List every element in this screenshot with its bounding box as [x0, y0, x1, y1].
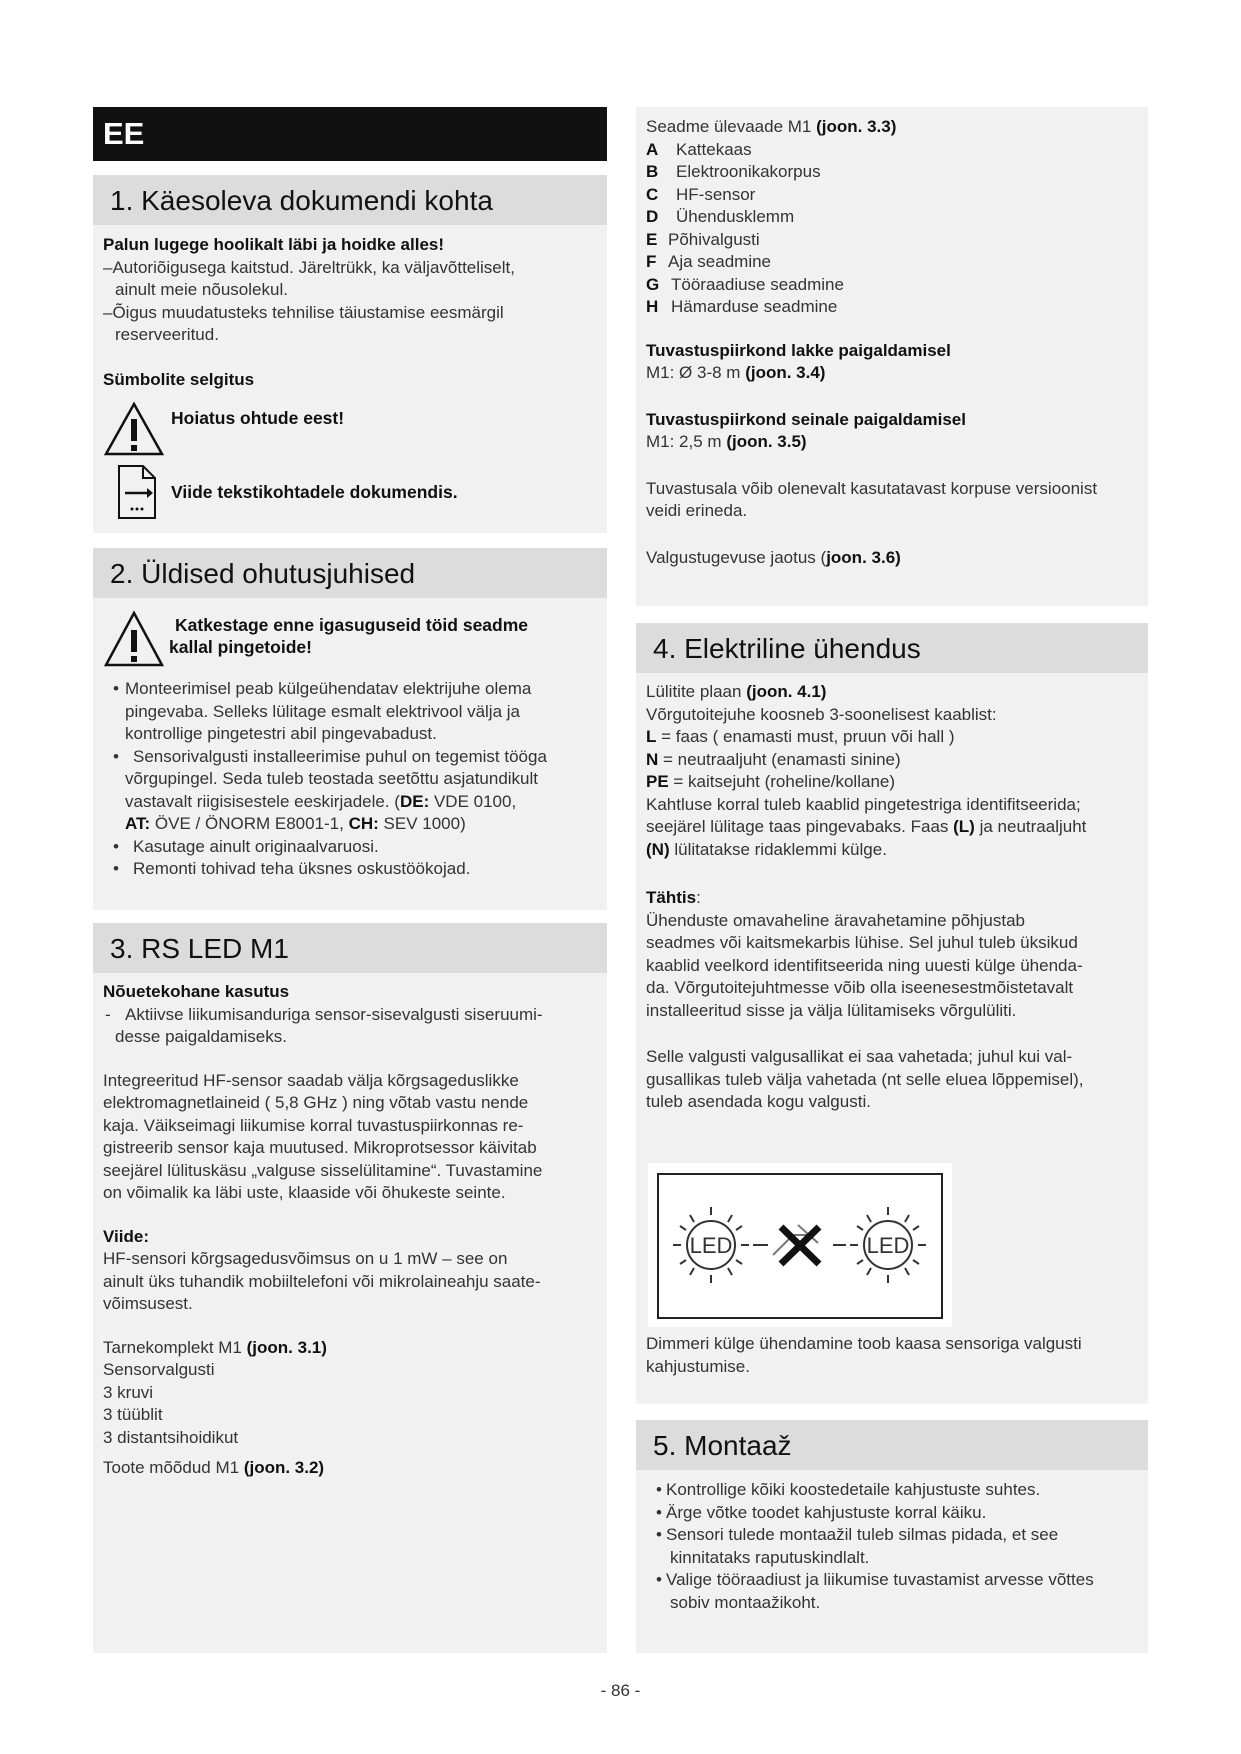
wire-pe [646, 771, 1138, 794]
wire-code: PE [646, 772, 669, 791]
usage-heading: Nõuetekohane kasutus [103, 982, 290, 1001]
text: Lülitite plaan [646, 682, 747, 701]
lamp-text: gusallikas tuleb välja vahetada (nt selle eluea lõppemisel), [646, 1069, 1084, 1089]
part-item [646, 184, 1138, 207]
section-2-title: 2. Üldised ohutusjuhised [93, 548, 607, 598]
parts-list [646, 139, 1138, 319]
doubt-text [646, 816, 1138, 839]
symbols-heading: Sümbolite selgitus [103, 369, 255, 389]
no-dimmer-figure [648, 1163, 952, 1327]
wire-l [646, 726, 1138, 749]
wire-code: (N) [646, 839, 670, 859]
important-text: seadmes või kaitsmekarbis lühise. Sel juhul tuleb üksikud [646, 933, 1078, 952]
language-tag: EE [93, 107, 607, 161]
section-5-title: 5. Montaaž [636, 1420, 1148, 1470]
safety-bullet-cont: võrgupingel. Seda tuleb teostada seetõttu asjatundikult [125, 769, 539, 788]
important-text: da. Võrgutoitejuhtmesse võib olla iseenesestmõistetavalt [646, 978, 1074, 997]
part-letter: C [646, 184, 659, 204]
section-3-title: 3. RS LED M1 [93, 923, 607, 973]
safety-bullet-cont [103, 791, 597, 814]
important-text: kaablid veelkord identifitseerida ning uuesti külge ühenda- [646, 955, 1083, 975]
light-distribution [646, 547, 1138, 570]
section-5 [636, 1420, 1148, 1653]
part-name: Aja seadmine [668, 252, 772, 271]
wall-heading: Tuvastuspiirkond seinale paigaldamisel [646, 409, 966, 429]
lamp-text: Selle valgusti valgusallikat ei saa vahetada; juhul kui val- [646, 1047, 1073, 1066]
part-name: HF-sensor [676, 184, 756, 204]
figure-reference: (joon. 3.5) [726, 432, 807, 451]
text: lülitatakse ridaklemmi külge. [669, 839, 887, 859]
rights-line-cont: reserveeritud. [115, 325, 219, 344]
power-warning-line1: Katkestage enne igasuguseid töid seadme [175, 615, 529, 635]
dimmer-text: Dimmeri külge ühendamine toob kaasa sensoriga valgusti [646, 1334, 1082, 1353]
mounting-bullet-cont: sobiv montaažikoht. [670, 1592, 821, 1612]
part-name: Hämarduse seadmine [671, 297, 838, 316]
note-text: võimsusest. [103, 1294, 193, 1313]
text: ja neutraaljuht [974, 817, 1087, 836]
mounting-bullet: • Ärge võtke toodet kahjustuste korral käiku. [646, 1502, 1138, 1525]
text: = neutraaljuht (enamasti sinine) [658, 749, 901, 769]
mounting-bullet: • Sensori tulede montaažil tuleb silmas pidada, et see [646, 1524, 1138, 1547]
wire-code: N [646, 749, 659, 769]
part-letter: H [646, 297, 659, 316]
delivery-item: 3 tüüblit [103, 1405, 163, 1424]
part-item [646, 251, 1138, 274]
rights-line: –Õigus muudatusteks tehnilise täiustamise eesmärgil [103, 302, 504, 322]
dimmer-caption [646, 1333, 1141, 1378]
part-letter: E [646, 229, 658, 249]
part-item [646, 161, 1138, 184]
part-name: Põhivalgusti [668, 229, 760, 249]
delivery-heading [103, 1337, 597, 1360]
cable-description: Võrgutoitejuhe koosneb 3-soonelisest kaablist: [646, 704, 997, 724]
read-note: Palun lugege hoolikalt läbi ja hoidke alles! [103, 235, 445, 254]
part-name: Ühendusklemm [676, 207, 795, 226]
warning-icon [103, 401, 165, 457]
text: SEV 1000) [378, 814, 466, 833]
sensor-description: elektromagnetlaineid ( 5,8 GHz ) ning võtab vastu nende [103, 1093, 529, 1112]
section-3-continued [636, 107, 1148, 606]
figure-reference: joon. 3.6) [826, 547, 901, 567]
warning-symbol-row [103, 401, 597, 457]
important-heading [646, 887, 1138, 910]
sensor-description: gistreerib sensor kaja muutused. Mikroprotsessor käivitab [103, 1138, 537, 1157]
section-2 [93, 548, 607, 910]
wire-code: (L) [953, 817, 975, 836]
reference-symbol-row [103, 463, 597, 521]
text: Tarnekomplekt M1 [103, 1337, 247, 1357]
country-code: AT: [125, 814, 151, 833]
section-1 [93, 175, 607, 533]
text: = faas ( enamasti must, pruun või hall ) [656, 727, 955, 746]
country-code: CH: [348, 814, 379, 833]
dimensions-line [103, 1457, 597, 1480]
sensor-description: Integreeritud HF-sensor saadab välja kõrgsageduslikke [103, 1070, 519, 1090]
part-letter: F [646, 252, 657, 271]
power-warning-line2: kallal pingetoide! [169, 637, 312, 657]
led-left-label: LED [689, 1233, 733, 1258]
note-text: ainult üks tuhandik mobiiltelefoni või mikrolaineahju saate- [103, 1271, 541, 1291]
delivery-item: 3 distantsihoidikut [103, 1427, 239, 1447]
part-name: Kattekaas [676, 139, 752, 159]
delivery-item: 3 kruvi [103, 1382, 154, 1402]
area-note: Tuvastusala võib olenevalt kasutatavast korpuse versioonist [646, 478, 1098, 498]
sensor-description: kaja. Väikseimagi liikumise korral tuvastuspiirkonnas re- [103, 1115, 524, 1135]
figure-reference: (joon. 3.1) [246, 1337, 327, 1357]
switch-plan [646, 681, 1138, 704]
power-warning [103, 610, 597, 668]
safety-bullet-cont: pingevaba. Selleks lülitage esmalt elektrivool välja ja [125, 701, 520, 721]
warning-icon [103, 610, 165, 668]
sensor-description: seejärel lülituskäsu „valguse sisselülitamine“. Tuvastamine [103, 1160, 543, 1180]
copyright-line-cont: ainult meie nõusolekul. [115, 280, 288, 299]
safety-bullet-cont: kontrollige pingetestri abil pingevabadust. [125, 724, 437, 743]
page-number: - 86 - [600, 1681, 641, 1700]
text: Tähtis [646, 888, 697, 907]
usage-text-cont: desse paigaldamiseks. [115, 1027, 287, 1046]
wire-code: L [646, 727, 657, 746]
doubt-text: Kahtluse korral tuleb kaablid pingetestriga identifitseerida; [646, 794, 1081, 814]
part-letter: B [646, 162, 659, 181]
mounting-bullet: • Kontrollige kõiki koostedetaile kahjustuste suhtes. [646, 1479, 1138, 1502]
figure-reference: (joon. 4.1) [746, 682, 827, 701]
copyright-line: –Autoriõigusega kaitstud. Järeltrükk, ka väljavõtteliselt, [103, 257, 515, 277]
text: vastavalt riigisisestele eeskirjadele. ( [125, 791, 400, 811]
safety-bullet: • Remonti tohivad teha üksnes oskustöökojad. [103, 858, 597, 881]
mounting-bullet-cont: kinnitataks raputuskindlalt. [670, 1547, 870, 1567]
usage-text: - Aktiivse liikumisanduriga sensor-sisevalgusti siseruumi- [103, 1004, 597, 1027]
section-3 [93, 923, 607, 1653]
section-4-title: 4. Elektriline ühendus [636, 623, 1148, 673]
document-reference-icon [103, 463, 165, 521]
area-note: veidi erineda. [646, 501, 748, 520]
overview-heading [646, 116, 1138, 139]
text: ÖVE / ÖNORM E8001-1, [150, 814, 349, 833]
country-code: DE: [399, 791, 430, 811]
part-name: Tööraadiuse seadmine [671, 274, 844, 294]
text: : [696, 888, 701, 907]
text: M1: 2,5 m [646, 432, 727, 451]
safety-bullet-cont [103, 813, 597, 836]
important-text: installeeritud sisse ja välja lülitamiseks võrgulüliti. [646, 1000, 1017, 1020]
part-item [646, 274, 1138, 297]
reference-label: Viide tekstikohtadele dokumendis. [171, 481, 458, 502]
text: VDE 0100, [429, 791, 517, 811]
part-letter: G [646, 274, 660, 294]
text: = kaitsejuht (roheline/kollane) [668, 772, 896, 791]
ceiling-range [646, 362, 1138, 385]
mounting-bullet: • Valige tööraadiust ja liikumise tuvastamist arvesse võttes [646, 1569, 1138, 1592]
warning-label: Hoiatus ohtude eest! [171, 407, 345, 428]
important-text: Ühenduste omavaheline äravahetamine põhjustab [646, 910, 1025, 930]
note-text: HF-sensori kõrgsagedusvõimsus on u 1 mW – see on [103, 1249, 508, 1268]
part-name: Elektroonikakorpus [676, 162, 821, 181]
text: Valgustugevuse jaotus ( [646, 547, 827, 567]
text: M1: Ø 3-8 m [646, 363, 746, 382]
text: Seadme ülevaade M1 [646, 117, 817, 136]
part-item [646, 139, 1138, 162]
text: Toote mõõdud M1 [103, 1458, 244, 1477]
ceiling-heading: Tuvastuspiirkond lakke paigaldamisel [646, 340, 951, 360]
safety-bullet: • Kasutage ainult originaalvaruosi. [103, 836, 597, 859]
safety-bullet: • Sensorivalgusti installeerimise puhul on tegemist tööga [103, 746, 597, 769]
part-item [646, 229, 1138, 252]
lamp-text: tuleb asendada kogu valgusti. [646, 1092, 871, 1111]
safety-bullet: • Monteerimisel peab külgeühendatav elektrijuhe olema [103, 678, 597, 701]
figure-reference: (joon. 3.3) [816, 117, 897, 136]
dimmer-text: kahjustumise. [646, 1356, 750, 1376]
wall-range [646, 431, 1138, 454]
doubt-text [646, 839, 1138, 862]
part-letter: D [646, 207, 659, 226]
led-right-label: LED [866, 1233, 910, 1258]
part-item [646, 206, 1138, 229]
sensor-description: on võimalik ka läbi uste, klaaside või õhukeste seinte. [103, 1183, 506, 1202]
figure-reference: (joon. 3.4) [745, 363, 826, 382]
section-1-title: 1. Käesoleva dokumendi kohta [93, 175, 607, 225]
part-item [646, 296, 1138, 319]
wire-n [646, 749, 1138, 772]
text: seejärel lülitage taas pingevabaks. Faas [646, 817, 954, 836]
delivery-item: Sensorvalgusti [103, 1360, 215, 1379]
part-letter: A [646, 139, 659, 159]
figure-reference: (joon. 3.2) [243, 1458, 325, 1477]
note-heading: Viide: [103, 1226, 149, 1246]
